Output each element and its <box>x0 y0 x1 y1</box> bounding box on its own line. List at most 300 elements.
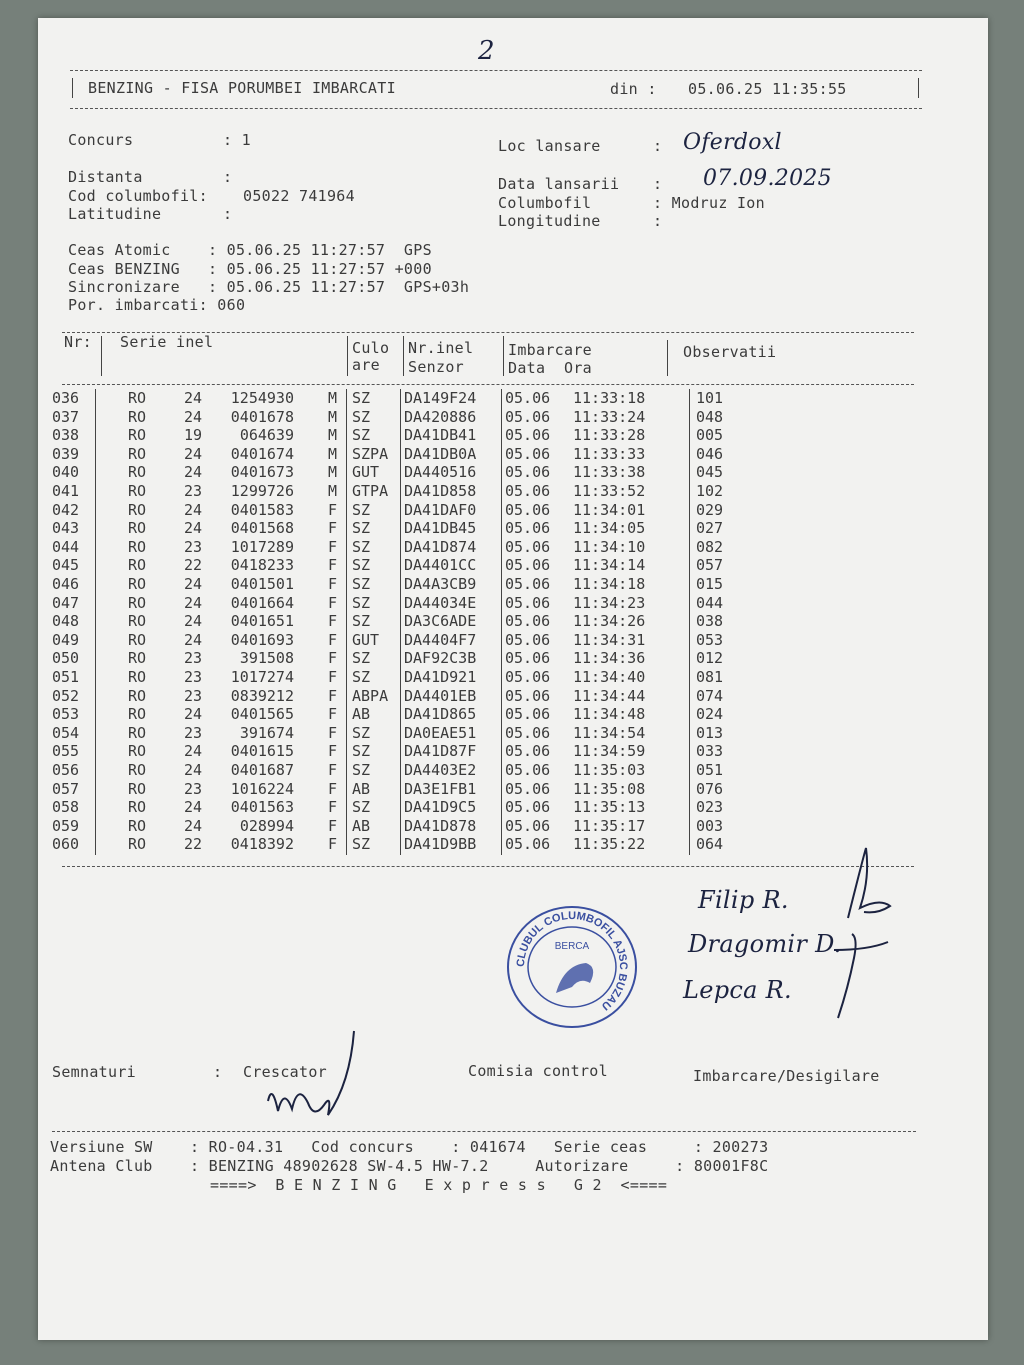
cell-an: 23 <box>184 686 203 705</box>
cell-an: 23 <box>184 482 203 500</box>
table-row <box>38 687 938 706</box>
table-row <box>38 835 938 854</box>
cell-inel: 0418233 <box>230 556 294 575</box>
table-row <box>38 463 938 482</box>
cell-sex: F <box>328 612 338 631</box>
cell-sex: F <box>328 705 338 724</box>
cell-data: 05.06 <box>505 630 551 649</box>
divider <box>62 384 914 385</box>
cell-data: 05.06 <box>505 612 551 631</box>
cell-obs: 045 <box>696 463 724 482</box>
cell-sex: M <box>328 463 338 482</box>
cell-inel: 391674 <box>239 723 294 742</box>
table-row <box>38 445 938 464</box>
svg-text:CLUBUL COLUMBOFIL AJSC BUZAU <box>515 910 629 1012</box>
committee-signature-2: Dragomir D. <box>688 930 842 958</box>
cod-columbofil-value: 05022 741964 <box>243 187 355 205</box>
cell-sex: M <box>328 407 338 426</box>
cell-senzor: DA41DB45 <box>404 519 477 538</box>
table-row <box>38 575 938 594</box>
stamp-text: CLUBUL COLUMBOFIL AJSC BUZAU <box>514 909 630 1013</box>
cell-tara: RO <box>128 463 147 482</box>
cell-an: 19 <box>184 426 203 445</box>
cell-ora: 11:33:38 <box>573 463 646 482</box>
imbarcare-desigilare-label: Imbarcare/Desigilare <box>693 1067 880 1085</box>
cell-culoare: SZ <box>352 742 371 761</box>
cell-culoare: SZ <box>352 668 371 686</box>
cell-nr: 059 <box>52 816 80 835</box>
columbofil-value: : Modruz Ion <box>653 194 765 212</box>
cell-culoare: ABPA <box>352 686 389 705</box>
distanta-value: : <box>223 168 233 186</box>
cell-sex: F <box>328 556 338 575</box>
cell-culoare: SZ <box>352 537 371 556</box>
cell-data: 05.06 <box>505 593 551 612</box>
loc-lansare-sep: : <box>653 137 663 155</box>
cell-data: 05.06 <box>505 742 551 761</box>
cell-inel: 1016224 <box>230 779 294 798</box>
col-header-culoare-2: are <box>352 356 380 374</box>
cell-inel: 1299726 <box>230 482 294 500</box>
cell-sex: M <box>328 389 338 407</box>
data-lansarii-label: Data lansarii <box>498 175 620 193</box>
cell-ora: 11:34:40 <box>573 668 646 686</box>
cell-senzor: DA4A3CB9 <box>404 575 477 593</box>
cell-data: 05.06 <box>505 426 551 445</box>
cell-inel: 0401615 <box>230 742 294 761</box>
cell-data: 05.06 <box>505 389 551 407</box>
cell-culoare: GUT <box>352 463 380 482</box>
table-row <box>38 798 938 817</box>
cell-senzor: DA420886 <box>404 407 477 426</box>
cell-obs: 044 <box>696 593 724 612</box>
cell-senzor: DA0EAE51 <box>404 723 477 742</box>
cell-tara: RO <box>128 686 147 705</box>
cell-obs: 101 <box>696 389 724 407</box>
cell-data: 05.06 <box>505 537 551 556</box>
cell-obs: 038 <box>696 612 724 631</box>
antena-line: Antena Club : BENZING 48902628 SW-4.5 HW-7.2 Autorizare : 80001F8C <box>50 1157 769 1175</box>
concurs-value: : 1 <box>223 131 251 149</box>
cell-an: 24 <box>184 630 203 649</box>
cell-data: 05.06 <box>505 835 551 854</box>
cell-senzor: DA41DB0A <box>404 444 477 463</box>
cell-sex: F <box>328 575 338 593</box>
cell-inel: 1254930 <box>230 389 294 407</box>
cell-inel: 0401687 <box>230 761 294 779</box>
cell-obs: 005 <box>696 426 724 445</box>
col-header-imbarcare: Imbarcare <box>508 341 592 359</box>
cell-senzor: DA41DAF0 <box>404 500 477 519</box>
cell-an: 24 <box>184 742 203 761</box>
cell-data: 05.06 <box>505 444 551 463</box>
divider <box>101 336 102 376</box>
cell-inel: 064639 <box>239 426 294 445</box>
cell-culoare: SZ <box>352 519 371 538</box>
cell-ora: 11:35:17 <box>573 816 646 835</box>
cell-ora: 11:34:18 <box>573 575 646 593</box>
page-number: 2 <box>478 36 495 66</box>
benzing-express-banner: ====> B E N Z I N G E x p r e s s G 2 <==== <box>210 1176 668 1194</box>
cell-an: 24 <box>184 575 203 593</box>
col-header-data-ora: Data Ora <box>508 359 592 377</box>
loc-lansare-value: Oferdoxl <box>683 130 782 155</box>
cell-culoare: SZ <box>352 612 371 631</box>
table-row <box>38 705 938 724</box>
cell-tara: RO <box>128 519 147 538</box>
cell-obs: 012 <box>696 649 724 668</box>
table-row <box>38 761 938 780</box>
cell-senzor: DA3E1FB1 <box>404 779 477 798</box>
cell-data: 05.06 <box>505 779 551 798</box>
cell-tara: RO <box>128 761 147 779</box>
cell-data: 05.06 <box>505 407 551 426</box>
cell-an: 24 <box>184 816 203 835</box>
cell-inel: 391508 <box>239 649 294 668</box>
semnaturi-label: Semnaturi <box>52 1063 136 1081</box>
cell-inel: 0418392 <box>230 835 294 854</box>
cell-data: 05.06 <box>505 649 551 668</box>
cell-sex: F <box>328 500 338 519</box>
cell-an: 24 <box>184 705 203 724</box>
distanta-label: Distanta <box>68 168 143 186</box>
cell-nr: 039 <box>52 444 80 463</box>
cell-senzor: DA41D921 <box>404 668 477 686</box>
cell-ora: 11:35:03 <box>573 761 646 779</box>
cell-sex: F <box>328 686 338 705</box>
cell-data: 05.06 <box>505 463 551 482</box>
cell-an: 22 <box>184 556 203 575</box>
table-row <box>38 612 938 631</box>
cell-ora: 11:34:23 <box>573 593 646 612</box>
cell-an: 23 <box>184 649 203 668</box>
cell-senzor: DA440516 <box>404 463 477 482</box>
cell-culoare: SZPA <box>352 444 389 463</box>
ceas-benzing-line: Ceas BENZING : 05.06.25 11:27:57 +000 <box>68 260 432 278</box>
cell-data: 05.06 <box>505 816 551 835</box>
cell-tara: RO <box>128 500 147 519</box>
divider <box>667 340 668 376</box>
porumbei-imbarcati-line: Por. imbarcati: 060 <box>68 296 246 314</box>
cell-obs: 064 <box>696 835 724 854</box>
ceas-atomic-line: Ceas Atomic : 05.06.25 11:27:57 GPS <box>68 241 432 259</box>
cell-culoare: GTPA <box>352 482 389 500</box>
cell-nr: 054 <box>52 723 80 742</box>
table-row <box>38 742 938 761</box>
col-header-nrinel: Nr.inel <box>408 339 474 357</box>
cell-sex: M <box>328 426 338 445</box>
cell-inel: 0401693 <box>230 630 294 649</box>
cell-an: 24 <box>184 519 203 538</box>
table-row <box>38 538 938 557</box>
cell-an: 22 <box>184 835 203 854</box>
cell-culoare: SZ <box>352 649 371 668</box>
club-stamp <box>504 903 640 1031</box>
cell-obs: 051 <box>696 761 724 779</box>
cell-tara: RO <box>128 444 147 463</box>
cell-tara: RO <box>128 593 147 612</box>
crescator-signature <box>258 1023 368 1133</box>
cell-nr: 052 <box>52 686 80 705</box>
cell-inel: 0401678 <box>230 407 294 426</box>
col-header-senzor: Senzor <box>408 358 464 376</box>
cell-nr: 048 <box>52 612 80 631</box>
cell-obs: 102 <box>696 482 724 500</box>
cell-an: 24 <box>184 593 203 612</box>
cell-ora: 11:34:36 <box>573 649 646 668</box>
cell-nr: 036 <box>52 389 80 407</box>
cell-obs: 081 <box>696 668 724 686</box>
signature-strokes <box>808 838 908 1038</box>
divider <box>52 1131 916 1132</box>
report-title: BENZING - FISA PORUMBEI IMBARCATI <box>88 79 396 97</box>
cell-senzor: DA41D858 <box>404 482 477 500</box>
cell-nr: 042 <box>52 500 80 519</box>
cell-ora: 11:34:05 <box>573 519 646 538</box>
cell-inel: 0401673 <box>230 463 294 482</box>
cell-ora: 11:34:01 <box>573 500 646 519</box>
cell-nr: 049 <box>52 630 80 649</box>
longitudine-label: Longitudine <box>498 212 601 230</box>
divider <box>70 70 922 71</box>
committee-signature-1: Filip R. <box>698 886 789 914</box>
cell-inel: 0401674 <box>230 444 294 463</box>
cell-obs: 029 <box>696 500 724 519</box>
cell-sex: M <box>328 482 338 500</box>
stamp-center-text: BERCA <box>554 941 590 952</box>
longitudine-value: : <box>653 212 663 230</box>
cell-obs: 046 <box>696 444 724 463</box>
cell-inel: 1017289 <box>230 537 294 556</box>
table-row <box>38 817 938 836</box>
cell-senzor: DA41D9BB <box>404 835 477 854</box>
cell-tara: RO <box>128 537 147 556</box>
cell-tara: RO <box>128 649 147 668</box>
divider <box>503 336 504 376</box>
cell-data: 05.06 <box>505 556 551 575</box>
cell-ora: 11:34:31 <box>573 630 646 649</box>
cell-obs: 003 <box>696 816 724 835</box>
cell-data: 05.06 <box>505 668 551 686</box>
divider <box>918 78 919 98</box>
cell-obs: 033 <box>696 742 724 761</box>
cell-tara: RO <box>128 723 147 742</box>
cell-culoare: SZ <box>352 575 371 593</box>
cell-obs: 082 <box>696 537 724 556</box>
concurs-label: Concurs <box>68 131 134 149</box>
cell-sex: M <box>328 444 338 463</box>
columbofil-label: Columbofil <box>498 194 592 212</box>
cell-ora: 11:34:48 <box>573 705 646 724</box>
table-row <box>38 649 938 668</box>
cell-sex: F <box>328 761 338 779</box>
cell-senzor: DA41DB41 <box>404 426 477 445</box>
cell-nr: 056 <box>52 761 80 779</box>
cell-senzor: DA41D865 <box>404 705 477 724</box>
cell-data: 05.06 <box>505 798 551 817</box>
table-row <box>38 408 938 427</box>
cell-inel: 0401583 <box>230 500 294 519</box>
cell-nr: 046 <box>52 575 80 593</box>
cell-tara: RO <box>128 389 147 407</box>
cell-sex: F <box>328 798 338 817</box>
divider <box>403 336 404 376</box>
cell-senzor: DA44034E <box>404 593 477 612</box>
cell-culoare: SZ <box>352 556 371 575</box>
latitudine-value: : <box>223 205 233 223</box>
cell-obs: 015 <box>696 575 724 593</box>
cell-inel: 0401565 <box>230 705 294 724</box>
cell-sex: F <box>328 593 338 612</box>
cell-senzor: DA4404F7 <box>404 630 477 649</box>
cell-obs: 057 <box>696 556 724 575</box>
col-header-nr: Nr: <box>64 333 92 351</box>
cell-inel: 0401664 <box>230 593 294 612</box>
cell-obs: 074 <box>696 686 724 705</box>
cell-data: 05.06 <box>505 761 551 779</box>
cell-tara: RO <box>128 482 147 500</box>
cell-an: 23 <box>184 668 203 686</box>
cell-culoare: SZ <box>352 407 371 426</box>
table-row <box>38 724 938 743</box>
cell-an: 24 <box>184 444 203 463</box>
divider <box>72 78 73 98</box>
cell-nr: 058 <box>52 798 80 817</box>
cell-nr: 055 <box>52 742 80 761</box>
cell-senzor: DA41D878 <box>404 816 477 835</box>
data-lansarii-value: 07.09.2025 <box>703 166 832 191</box>
cell-tara: RO <box>128 705 147 724</box>
cell-an: 24 <box>184 761 203 779</box>
cell-nr: 051 <box>52 668 80 686</box>
cell-data: 05.06 <box>505 723 551 742</box>
cell-senzor: DA41D87F <box>404 742 477 761</box>
table-row <box>38 594 938 613</box>
cell-nr: 043 <box>52 519 80 538</box>
cell-ora: 11:34:54 <box>573 723 646 742</box>
cell-tara: RO <box>128 575 147 593</box>
cell-ora: 11:33:52 <box>573 482 646 500</box>
cell-tara: RO <box>128 630 147 649</box>
cell-sex: F <box>328 779 338 798</box>
cell-an: 24 <box>184 798 203 817</box>
cell-an: 24 <box>184 389 203 407</box>
cell-tara: RO <box>128 779 147 798</box>
cell-sex: F <box>328 519 338 538</box>
cell-ora: 11:33:33 <box>573 444 646 463</box>
cell-senzor: DA3C6ADE <box>404 612 477 631</box>
cell-ora: 11:34:10 <box>573 537 646 556</box>
cell-sex: F <box>328 649 338 668</box>
loc-lansare-label: Loc lansare <box>498 137 601 155</box>
versiune-line: Versiune SW : RO-04.31 Cod concurs : 041674 Serie ceas : 200273 <box>50 1138 769 1156</box>
cell-culoare: SZ <box>352 835 371 854</box>
cell-inel: 0401563 <box>230 798 294 817</box>
cell-senzor: DA4403E2 <box>404 761 477 779</box>
cell-nr: 060 <box>52 835 80 854</box>
cell-obs: 024 <box>696 705 724 724</box>
sincronizare-line: Sincronizare : 05.06.25 11:27:57 GPS+03h <box>68 278 470 296</box>
cell-tara: RO <box>128 816 147 835</box>
cell-culoare: SZ <box>352 723 371 742</box>
cell-an: 24 <box>184 612 203 631</box>
table-row <box>38 389 938 408</box>
divider <box>70 108 922 109</box>
cell-senzor: DA149F24 <box>404 389 477 407</box>
cell-sex: F <box>328 630 338 649</box>
cell-nr: 047 <box>52 593 80 612</box>
cell-obs: 076 <box>696 779 724 798</box>
cell-ora: 11:34:59 <box>573 742 646 761</box>
cell-sex: F <box>328 537 338 556</box>
cell-ora: 11:35:22 <box>573 835 646 854</box>
cell-culoare: SZ <box>352 798 371 817</box>
cell-data: 05.06 <box>505 705 551 724</box>
cell-obs: 048 <box>696 407 724 426</box>
cell-inel: 028994 <box>239 816 294 835</box>
divider <box>62 866 914 867</box>
cell-ora: 11:33:18 <box>573 389 646 407</box>
cell-an: 23 <box>184 779 203 798</box>
cell-tara: RO <box>128 426 147 445</box>
cell-culoare: SZ <box>352 389 371 407</box>
cell-inel: 0401568 <box>230 519 294 538</box>
cell-an: 23 <box>184 723 203 742</box>
table-row <box>38 519 938 538</box>
cell-senzor: DAF92C3B <box>404 649 477 668</box>
table-row <box>38 426 938 445</box>
cod-columbofil-label: Cod columbofil: <box>68 187 208 205</box>
cell-tara: RO <box>128 407 147 426</box>
cell-culoare: AB <box>352 779 371 798</box>
cell-nr: 037 <box>52 407 80 426</box>
cell-culoare: SZ <box>352 761 371 779</box>
cell-obs: 027 <box>696 519 724 538</box>
cell-inel: 1017274 <box>230 668 294 686</box>
cell-senzor: DA41D874 <box>404 537 477 556</box>
cell-nr: 038 <box>52 426 80 445</box>
cell-nr: 057 <box>52 779 80 798</box>
cell-nr: 053 <box>52 705 80 724</box>
cell-ora: 11:34:44 <box>573 686 646 705</box>
cell-nr: 045 <box>52 556 80 575</box>
divider <box>347 336 348 376</box>
cell-ora: 11:34:26 <box>573 612 646 631</box>
cell-sex: F <box>328 835 338 854</box>
cell-sex: F <box>328 668 338 686</box>
cell-sex: F <box>328 816 338 835</box>
cell-data: 05.06 <box>505 686 551 705</box>
cell-nr: 041 <box>52 482 80 500</box>
col-header-observatii: Observatii <box>683 343 777 361</box>
committee-signature-3: Lepca R. <box>683 976 792 1004</box>
cell-inel: 0401651 <box>230 612 294 631</box>
table-row <box>38 482 938 501</box>
cell-obs: 023 <box>696 798 724 817</box>
cell-tara: RO <box>128 798 147 817</box>
cell-an: 24 <box>184 407 203 426</box>
cell-data: 05.06 <box>505 500 551 519</box>
cell-data: 05.06 <box>505 519 551 538</box>
cell-obs: 053 <box>696 630 724 649</box>
cell-ora: 11:33:28 <box>573 426 646 445</box>
cell-inel: 0401501 <box>230 575 294 593</box>
cell-tara: RO <box>128 742 147 761</box>
cell-ora: 11:35:13 <box>573 798 646 817</box>
cell-data: 05.06 <box>505 575 551 593</box>
cell-tara: RO <box>128 668 147 686</box>
cell-nr: 040 <box>52 463 80 482</box>
